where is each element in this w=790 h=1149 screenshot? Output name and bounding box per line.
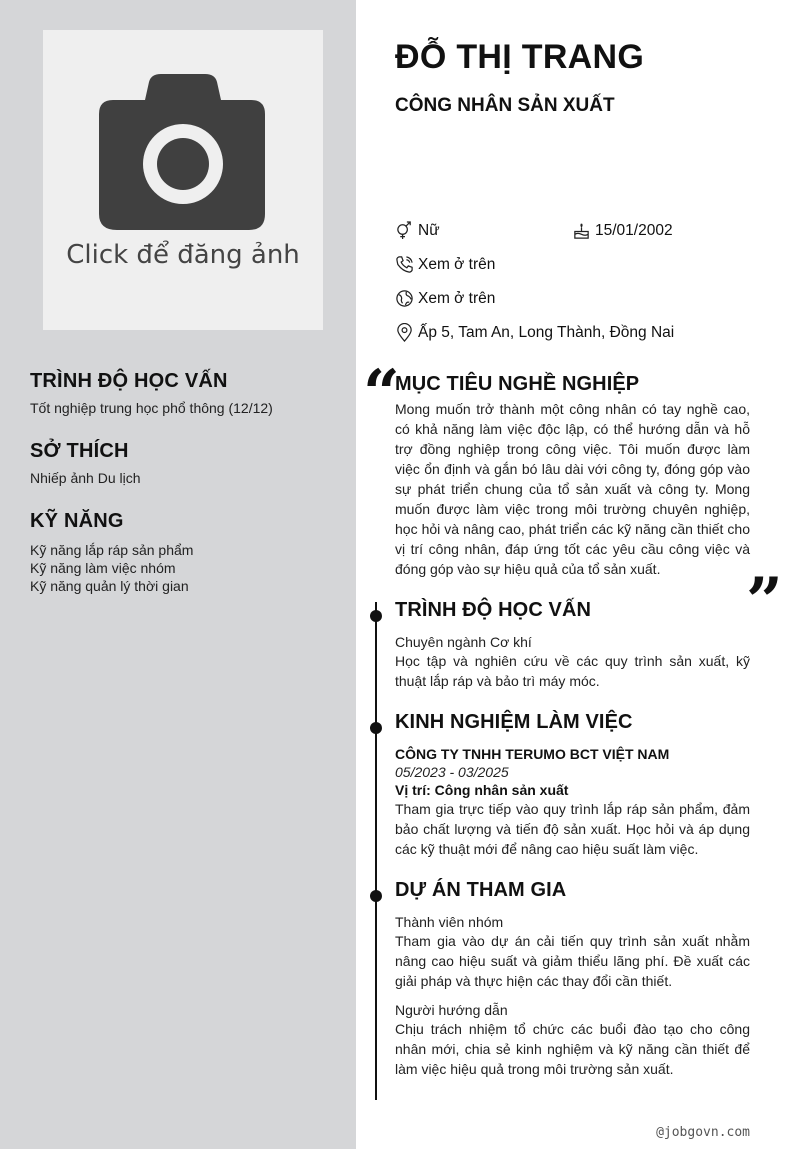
website-value: Xem ở trên — [418, 289, 496, 307]
project-role: Người hướng dẫn — [395, 1002, 508, 1018]
experience-text: Tham gia trực tiếp vào quy trình lắp ráp sản phẩm, đảm bảo chất lượng và tiến độ sản xuất. Học hỏi và áp dụng các kỹ thuật mới để nâng cao hiệu suất làm việc. — [395, 801, 750, 857]
timeline-line — [375, 602, 377, 1100]
birthday-cake-icon — [572, 221, 591, 240]
gender-value: Nữ — [418, 221, 440, 239]
photo-caption: Click để đăng ảnh — [66, 240, 300, 270]
education-text: Học tập và nghiên cứu về các quy trình sản xuất, kỹ thuật lắp ráp và bảo trì máy móc. — [395, 653, 750, 689]
project-text: Chịu trách nhiệm tổ chức các buổi đào tạo cho công nhân mới, chia sẻ kinh nghiệm và kỹ năng cần thiết để làm việc hiệu quả trong môi trường sản xuất. — [395, 1021, 750, 1077]
phone-row — [395, 255, 495, 274]
candidate-name: ĐỖ THỊ TRANG — [395, 38, 645, 76]
open-quote-icon: “ — [363, 356, 400, 431]
watermark: @jobgovn.com — [656, 1125, 750, 1140]
photo-upload[interactable] — [43, 30, 323, 330]
skill-item: Kỹ năng quản lý thời gian — [30, 578, 189, 594]
camera-icon — [99, 74, 267, 234]
skills-list — [30, 541, 340, 595]
timeline-dot — [370, 722, 382, 734]
project-role: Thành viên nhóm — [395, 914, 504, 930]
experience-period: 05/2023 - 03/2025 — [395, 764, 509, 780]
sidebar-hobbies — [30, 440, 340, 487]
website-row — [395, 289, 495, 308]
job-title: CÔNG NHÂN SẢN XUẤT — [395, 95, 615, 116]
project-text: Tham gia vào dự án cải tiến quy trình sản xuất nhằm nâng cao hiệu suất và giảm thiểu lãng phí. Đề xuất các giải pháp và thực hiện các thay đổi cần thiết. — [395, 933, 750, 989]
sidebar-education — [30, 370, 340, 417]
timeline-dot — [370, 890, 382, 902]
skill-item: Kỹ năng làm việc nhóm — [30, 560, 176, 576]
gender-icon — [395, 221, 414, 240]
sidebar-hobbies-text: Nhiếp ảnh Du lịch — [30, 470, 141, 486]
address-row — [395, 323, 674, 342]
sidebar-education-heading: TRÌNH ĐỘ HỌC VẤN — [30, 370, 228, 392]
objective-text: Mong muốn trở thành một công nhân có tay nghề cao, có khả năng làm việc độc lập, có thể hướng dẫn và hỗ trợ đồng nghiệp trong công việc. Tôi muốn được làm việc ổn định và gắn bó lâu dài với công ty, đóng góp vào sự phát triển chung của tổ sản xuất và công ty. Mong muốn được làm việc trong môi trường chuyên nghiệp, học hỏi và nâng cao, phát triển các kỹ năng cần thiết cho vị trí công nhân, đáp ứng tốt các yêu cầu công việc và đóng góp vào sự hiệu quả của tổ sản xuất. — [395, 401, 750, 577]
projects-heading: DỰ ÁN THAM GIA — [395, 879, 567, 901]
location-pin-icon — [395, 323, 414, 342]
sidebar-skills-heading: KỸ NĂNG — [30, 510, 124, 532]
globe-icon — [395, 289, 414, 308]
birthdate-row — [572, 221, 673, 240]
objective-heading: MỤC TIÊU NGHỀ NGHIỆP — [395, 373, 640, 395]
skill-item: Kỹ năng lắp ráp sản phẩm — [30, 542, 194, 558]
sidebar-education-text: Tốt nghiệp trung học phổ thông (12/12) — [30, 400, 273, 416]
education-heading: TRÌNH ĐỘ HỌC VẤN — [395, 599, 592, 621]
timeline-dot — [370, 610, 382, 622]
address-value: Ấp 5, Tam An, Long Thành, Đồng Nai — [418, 323, 675, 341]
birthdate-value: 15/01/2002 — [595, 221, 673, 239]
experience-position: Vị trí: Công nhân sản xuất — [395, 782, 569, 798]
experience-heading: KINH NGHIỆM LÀM VIỆC — [395, 711, 633, 733]
sidebar-hobbies-heading: SỞ THÍCH — [30, 440, 129, 462]
sidebar-skills — [30, 510, 340, 595]
experience-company: CÔNG TY TNHH TERUMO BCT VIỆT NAM — [395, 746, 670, 762]
phone-icon — [395, 255, 414, 274]
gender-row — [395, 221, 440, 240]
phone-value: Xem ở trên — [418, 255, 496, 273]
close-quote-icon: ” — [746, 564, 783, 639]
education-major: Chuyên ngành Cơ khí — [395, 634, 532, 650]
